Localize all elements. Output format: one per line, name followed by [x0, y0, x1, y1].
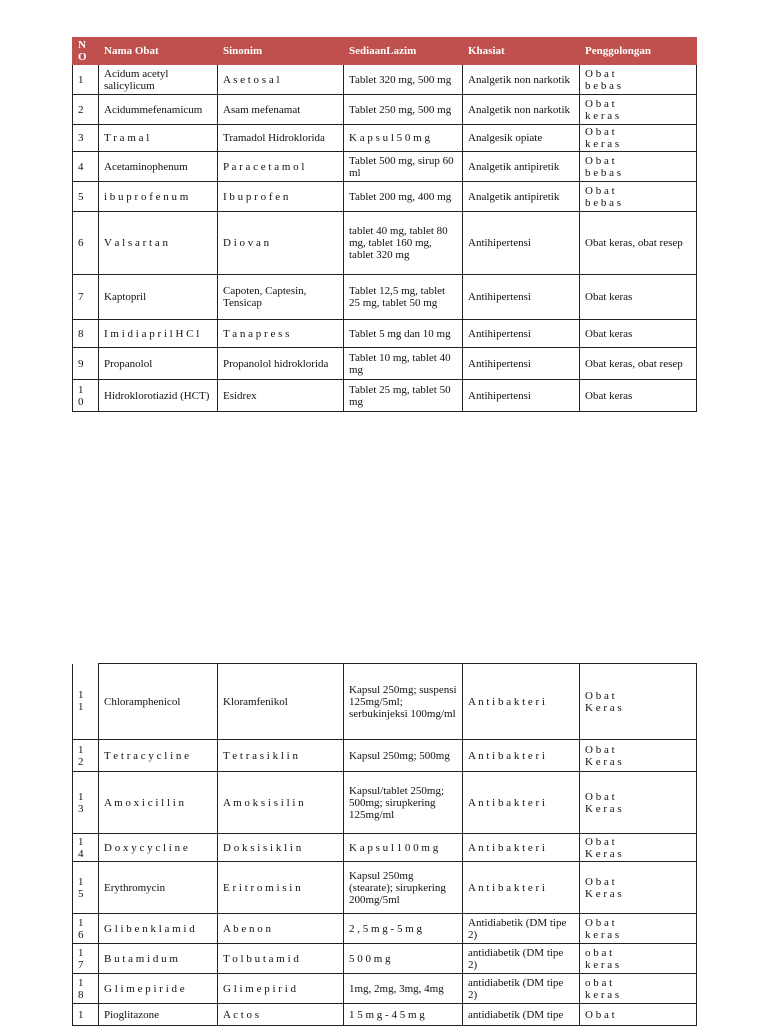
cell-sinonim: G l i m e p i r i d [218, 974, 344, 1004]
cell-nama-obat: Kaptopril [99, 275, 218, 320]
header-no: N O [73, 38, 99, 65]
cell-nama-obat: B u t a m i d u m [99, 944, 218, 974]
table-body [73, 65, 697, 412]
cell-sinonim: A m o k s i s i l i n [218, 772, 344, 834]
cell-nama-obat: D o x y c y c l i n e [99, 834, 218, 862]
cell-penggolongan: O b a t K e r a s [580, 772, 697, 834]
cell-no: 1 6 [73, 914, 99, 944]
table-row [73, 348, 697, 380]
cell-penggolongan: Obat keras [580, 320, 697, 348]
cell-no: 3 [73, 125, 99, 152]
table-row [73, 740, 697, 772]
cell-sinonim: D o k s i s i k l i n [218, 834, 344, 862]
cell-khasiat: Analgetik non narkotik [463, 65, 580, 95]
table-row [73, 380, 697, 412]
cell-sinonim: T e t r a s i k l i n [218, 740, 344, 772]
cell-khasiat: Antihipertensi [463, 275, 580, 320]
table-row [73, 1004, 697, 1026]
cell-no: 1 4 [73, 834, 99, 862]
cell-khasiat: Antidiabetik (DM tipe 2) [463, 914, 580, 944]
cell-sediaan-lazim: Tablet 500 mg, sirup 60 ml [344, 152, 463, 182]
cell-no: 6 [73, 212, 99, 275]
cell-khasiat: Antihipertensi [463, 320, 580, 348]
cell-sediaan-lazim: Tablet 250 mg, 500 mg [344, 95, 463, 125]
cell-no: 5 [73, 182, 99, 212]
cell-sediaan-lazim: Kapsul 250mg; 500mg [344, 740, 463, 772]
cell-sinonim: T a n a p r e s s [218, 320, 344, 348]
cell-khasiat: antidiabetik (DM tipe 2) [463, 974, 580, 1004]
cell-khasiat: A n t i b a k t e r i [463, 772, 580, 834]
table-row [73, 834, 697, 862]
table-body [73, 664, 697, 1026]
cell-penggolongan: O b a t b e b a s [580, 65, 697, 95]
cell-nama-obat: T e t r a c y c l i n e [99, 740, 218, 772]
cell-sediaan-lazim: Tablet 12,5 mg, tablet 25 mg, tablet 50 mg [344, 275, 463, 320]
cell-nama-obat: V a l s a r t a n [99, 212, 218, 275]
cell-penggolongan: O b a t K e r a s [580, 664, 697, 740]
table-row [73, 320, 697, 348]
cell-sinonim: Capoten, Captesin, Tensicap [218, 275, 344, 320]
cell-sinonim: Propanolol hidroklorida [218, 348, 344, 380]
cell-no: 1 7 [73, 944, 99, 974]
table-row [73, 862, 697, 914]
cell-sinonim: Esidrex [218, 380, 344, 412]
table-row [73, 944, 697, 974]
header-khasiat: Khasiat [463, 38, 580, 65]
cell-no: 1 2 [73, 740, 99, 772]
drug-table-2 [72, 663, 697, 1026]
header-sediaan-lazim: SediaanLazim [344, 38, 463, 65]
cell-penggolongan: O b a t b e b a s [580, 152, 697, 182]
cell-khasiat: A n t i b a k t e r i [463, 862, 580, 914]
table-row [73, 212, 697, 275]
table-row [73, 914, 697, 944]
cell-sediaan-lazim: 2 , 5 m g - 5 m g [344, 914, 463, 944]
cell-no: 1 [73, 1004, 99, 1026]
cell-khasiat: Antihipertensi [463, 380, 580, 412]
table-row [73, 125, 697, 152]
cell-no: 4 [73, 152, 99, 182]
cell-penggolongan: O b a t k e r a s [580, 95, 697, 125]
cell-nama-obat: Chloramphenicol [99, 664, 218, 740]
cell-khasiat: A n t i b a k t e r i [463, 664, 580, 740]
cell-nama-obat: Hidroklorotiazid (HCT) [99, 380, 218, 412]
cell-penggolongan: o b a t k e r a s [580, 974, 697, 1004]
cell-sediaan-lazim: Kapsul 250mg (stearate); sirupkering 200mg/5ml [344, 862, 463, 914]
cell-sinonim: I b u p r o f e n [218, 182, 344, 212]
table-row [73, 275, 697, 320]
cell-sinonim: E r i t r o m i s i n [218, 862, 344, 914]
cell-sinonim: T o l b u t a m i d [218, 944, 344, 974]
cell-penggolongan: O b a t b e b a s [580, 182, 697, 212]
table-row [73, 974, 697, 1004]
cell-sediaan-lazim: Tablet 320 mg, 500 mg [344, 65, 463, 95]
cell-no: 1 8 [73, 974, 99, 1004]
drug-table-1 [72, 37, 697, 412]
cell-sinonim: A b e n o n [218, 914, 344, 944]
cell-nama-obat: Acetaminophenum [99, 152, 218, 182]
cell-no: 1 1 [73, 664, 99, 740]
cell-nama-obat: Acidum acetyl salicylicum [99, 65, 218, 95]
cell-sinonim: D i o v a n [218, 212, 344, 275]
cell-khasiat: antidiabetik (DM tipe 2) [463, 944, 580, 974]
cell-no: 7 [73, 275, 99, 320]
cell-khasiat: antidiabetik (DM tipe [463, 1004, 580, 1026]
cell-sediaan-lazim: 1mg, 2mg, 3mg, 4mg [344, 974, 463, 1004]
cell-nama-obat: G l i m e p i r i d e [99, 974, 218, 1004]
cell-sediaan-lazim: tablet 40 mg, tablet 80 mg, tablet 160 mg, tablet 320 mg [344, 212, 463, 275]
cell-penggolongan: O b a t [580, 1004, 697, 1026]
cell-sediaan-lazim: Tablet 200 mg, 400 mg [344, 182, 463, 212]
cell-khasiat: Antihipertensi [463, 348, 580, 380]
cell-khasiat: Antihipertensi [463, 212, 580, 275]
cell-penggolongan: Obat keras [580, 380, 697, 412]
cell-no: 2 [73, 95, 99, 125]
cell-nama-obat: A m o x i c i l l i n [99, 772, 218, 834]
cell-sediaan-lazim: 1 5 m g - 4 5 m g [344, 1004, 463, 1026]
header-row [73, 38, 697, 65]
cell-khasiat: A n t i b a k t e r i [463, 740, 580, 772]
cell-sediaan-lazim: K a p s u l 1 0 0 m g [344, 834, 463, 862]
cell-penggolongan: O b a t K e r a s [580, 740, 697, 772]
cell-no: 1 [73, 65, 99, 95]
header-penggolongan: Penggolongan [580, 38, 697, 65]
cell-sinonim: Asam mefenamat [218, 95, 344, 125]
cell-khasiat: Analgetik antipiretik [463, 152, 580, 182]
cell-penggolongan: O b a t k e r a s [580, 125, 697, 152]
cell-penggolongan: Obat keras, obat resep [580, 348, 697, 380]
cell-nama-obat: I m i d i a p r i l H C l [99, 320, 218, 348]
cell-nama-obat: G l i b e n k l a m i d [99, 914, 218, 944]
cell-penggolongan: Obat keras, obat resep [580, 212, 697, 275]
cell-khasiat: Analgetik antipiretik [463, 182, 580, 212]
cell-sediaan-lazim: K a p s u l 5 0 m g [344, 125, 463, 152]
cell-no: 1 3 [73, 772, 99, 834]
cell-no: 1 5 [73, 862, 99, 914]
cell-sediaan-lazim: 5 0 0 m g [344, 944, 463, 974]
cell-sinonim: P a r a c e t a m o l [218, 152, 344, 182]
cell-penggolongan: o b a t k e r a s [580, 944, 697, 974]
cell-sinonim: A s e t o s a l [218, 65, 344, 95]
cell-no: 8 [73, 320, 99, 348]
cell-nama-obat: Propanolol [99, 348, 218, 380]
cell-sediaan-lazim: Tablet 10 mg, tablet 40 mg [344, 348, 463, 380]
cell-nama-obat: i b u p r o f e n u m [99, 182, 218, 212]
cell-sediaan-lazim: Kapsul/tablet 250mg; 500mg; sirupkering 125mg/ml [344, 772, 463, 834]
cell-sediaan-lazim: Tablet 5 mg dan 10 mg [344, 320, 463, 348]
cell-nama-obat: Erythromycin [99, 862, 218, 914]
header-sinonim: Sinonim [218, 38, 344, 65]
cell-nama-obat: Pioglitazone [99, 1004, 218, 1026]
cell-no: 1 0 [73, 380, 99, 412]
cell-sediaan-lazim: Tablet 25 mg, tablet 50 mg [344, 380, 463, 412]
table-row [73, 95, 697, 125]
cell-khasiat: Analgesik opiate [463, 125, 580, 152]
table-row [73, 65, 697, 95]
cell-sinonim: Kloramfenikol [218, 664, 344, 740]
table-header [73, 38, 697, 65]
table-row [73, 772, 697, 834]
cell-sediaan-lazim: Kapsul 250mg; suspensi 125mg/5ml; serbukinjeksi 100mg/ml [344, 664, 463, 740]
table-row [73, 182, 697, 212]
header-nama-obat: Nama Obat [99, 38, 218, 65]
cell-nama-obat: T r a m a l [99, 125, 218, 152]
cell-nama-obat: Acidummefenamicum [99, 95, 218, 125]
cell-penggolongan: Obat keras [580, 275, 697, 320]
cell-no: 9 [73, 348, 99, 380]
table-row [73, 152, 697, 182]
cell-penggolongan: O b a t K e r a s [580, 862, 697, 914]
cell-sinonim: A c t o s [218, 1004, 344, 1026]
cell-khasiat: A n t i b a k t e r i [463, 834, 580, 862]
cell-penggolongan: O b a t k e r a s [580, 914, 697, 944]
table-row [73, 664, 697, 740]
cell-khasiat: Analgetik non narkotik [463, 95, 580, 125]
cell-sinonim: Tramadol Hidroklorida [218, 125, 344, 152]
cell-penggolongan: O b a t K e r a s [580, 834, 697, 862]
